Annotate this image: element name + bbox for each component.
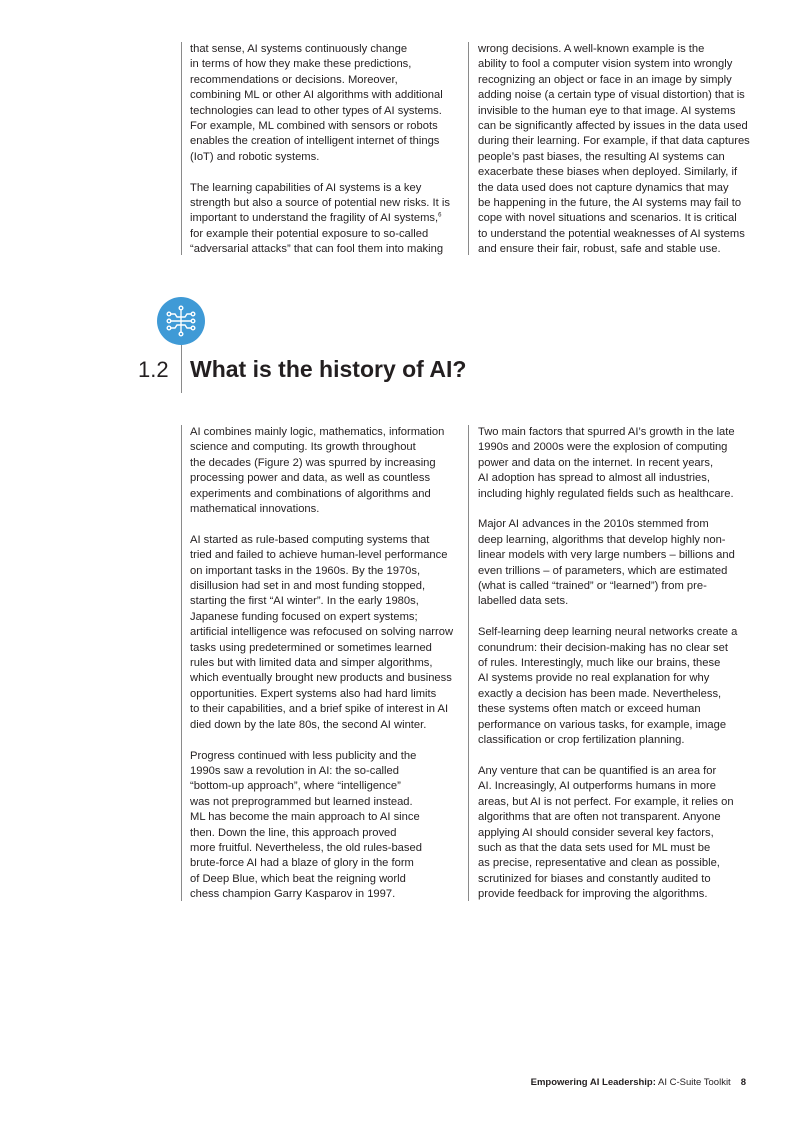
text-line: starting the first “AI winter”. In the early 1980s,	[190, 595, 419, 608]
text-line: power and data on the internet. In recent years,	[478, 456, 714, 469]
text-line: technologies can lead to other types of AI systems.	[190, 104, 442, 117]
text-line: Any venture that can be quantified is an area for	[478, 764, 717, 777]
text-line: algorithms that are often not transparent. Anyone	[478, 811, 721, 824]
text-line: can be significantly affected by issues in the data used	[478, 120, 748, 133]
text-line: AI systems provide no real explanation for why	[478, 672, 710, 685]
text-line: exactly a decision has been made. Nevertheless,	[478, 687, 722, 700]
text-line: conundrum: their decision-making has no clear set	[478, 641, 728, 654]
text-line: (IoT) and robotic systems.	[190, 150, 320, 163]
text-line: Major AI advances in the 2010s stemmed from	[478, 518, 709, 531]
section-title: What is the history of AI?	[190, 356, 467, 382]
text-line: invisible to the human eye to that image. AI systems	[478, 104, 736, 117]
text-line: AI. Increasingly, AI outperforms humans in more	[478, 780, 716, 793]
text-line: Two main factors that spurred AI’s growth in the late	[478, 426, 735, 438]
paragraph	[478, 42, 750, 258]
text-line: to understand the potential weaknesses of AI systems	[478, 227, 745, 240]
text-line: ability to fool a computer vision system into wrongly	[478, 58, 733, 71]
text-line: more fruitful. Nevertheless, the old rules-based	[190, 841, 422, 854]
circuit-network-icon	[157, 297, 205, 345]
text-line: that sense, AI systems continuously change	[190, 43, 408, 55]
text-line: cope with novel situations and scenarios. It is critical	[478, 212, 737, 225]
top-right-text-column	[478, 42, 750, 258]
text-line: these systems often match or exceed human	[478, 703, 701, 716]
footer-title-bold: Empowering AI Leadership:	[530, 1077, 656, 1088]
text-line: combining ML or other AI algorithms with additional	[190, 89, 443, 102]
text-line: science and computing. Its growth throughout	[190, 441, 416, 454]
text-line: experiments and combinations of algorithms and	[190, 487, 431, 500]
text-line: labelled data sets.	[478, 595, 569, 608]
text-line: linear models with very large numbers – billions and	[478, 549, 735, 562]
text-line: adding noise (a certain type of visual distortion) that is	[478, 89, 745, 102]
text-line: rules but with limited data and simper algorithms,	[190, 657, 433, 670]
text-line: AI combines mainly logic, mathematics, information	[190, 426, 445, 438]
text-line: brute-force AI had a blaze of glory in the form	[190, 857, 414, 870]
text-line: disillusion had set in and most funding stopped,	[190, 580, 426, 593]
text-line: 1990s saw a revolution in AI: the so-called	[190, 764, 399, 777]
page-number: 8	[740, 1077, 746, 1088]
text-line: to their capabilities, and a brief spike of interest in AI	[190, 703, 449, 716]
text-line: deep learning, algorithms that develop highly non-	[478, 533, 726, 546]
text-line: ML has become the main approach to AI since	[190, 811, 420, 824]
text-line: (what is called “trained” or “learned”) from pre-	[478, 580, 707, 593]
paragraph	[190, 533, 458, 733]
body-left-column-rule	[181, 425, 182, 901]
text-line: artificial intelligence was refocused on solving narrow	[190, 626, 454, 639]
text-line: performance on various tasks, for example, image	[478, 718, 727, 731]
text-line: chess champion Garry Kasparov in 1997.	[190, 888, 396, 901]
text-line: then. Down the line, this approach proved	[190, 826, 397, 839]
section-number: 1.2	[138, 357, 169, 382]
paragraph	[478, 517, 750, 609]
text-line: even trillions – of parameters, which are estimated	[478, 564, 728, 577]
text-line: exacerbate these biases when deployed. Similarly, if	[478, 166, 738, 179]
text-line: strength but also a source of potential new risks. It is	[190, 197, 450, 210]
text-line: such as that the data sets used for ML must be	[478, 841, 711, 854]
top-left-text-column	[190, 42, 458, 258]
text-line: recognizing an object or face in an image by simply	[478, 73, 732, 86]
text-line: recommendations or decisions. Moreover,	[190, 73, 398, 86]
text-line: Japanese funding focused on expert systems;	[190, 610, 418, 623]
text-line: the decades (Figure 2) was spurred by increasing	[190, 456, 436, 469]
text-line: tasks using predetermined or sometimes learned	[190, 641, 432, 654]
paragraph	[478, 625, 750, 748]
text-line: died down by the late 80s, the second AI winter.	[190, 718, 427, 731]
text-line: For example, ML combined with sensors or robots	[190, 120, 438, 133]
text-line: for example their potential exposure to so-called	[190, 227, 429, 240]
paragraph	[478, 425, 750, 502]
page-footer	[531, 1077, 746, 1088]
text-line: people’s past biases, the resulting AI systems can	[478, 150, 725, 163]
text-line: important to understand the fragility of AI systems,$^6$	[190, 212, 442, 225]
text-line: during their learning. For example, if that data captures	[478, 135, 750, 148]
text-line: “adversarial attacks” that can fool them into making	[190, 243, 444, 256]
top-left-column-rule	[181, 42, 182, 255]
text-line: of rules. Interestingly, much like our brains, these	[478, 657, 721, 670]
footnote-reference[interactable]: 6	[438, 212, 442, 219]
text-line: opportunities. Expert systems also had hard limits	[190, 687, 437, 700]
paragraph	[478, 764, 750, 903]
text-line: as precise, representative and clean as possible,	[478, 857, 720, 870]
text-line: wrong decisions. A well-known example is the	[478, 43, 705, 55]
text-line: The learning capabilities of AI systems is a key	[190, 181, 422, 194]
text-line: classification or crop fertilization planning.	[478, 734, 685, 747]
text-line: areas, but AI is not perfect. For example, it relies on	[478, 795, 734, 808]
section-heading-rule	[181, 345, 182, 393]
text-line: applying AI should consider several key factors,	[478, 826, 714, 839]
text-line: scrutinized for biases and constantly audited to	[478, 872, 711, 885]
text-line: which eventually brought new products and business	[190, 672, 452, 685]
body-left-text-column	[190, 425, 458, 903]
body-right-column-rule	[468, 425, 469, 901]
text-line: enables the creation of intelligent internet of things	[190, 135, 440, 148]
text-line: mathematical innovations.	[190, 503, 320, 516]
footer-title-rest: AI C-Suite Toolkit	[655, 1077, 731, 1088]
text-line: Self-learning deep learning neural networks create a	[478, 626, 738, 639]
paragraph	[190, 42, 458, 165]
top-right-column-rule	[468, 42, 469, 255]
text-line: Progress continued with less publicity and the	[190, 749, 417, 762]
text-line: AI adoption has spread to almost all industries,	[478, 472, 710, 485]
paragraph	[190, 181, 458, 258]
text-line: including highly regulated fields such as healthcare.	[478, 487, 734, 500]
text-line: of Deep Blue, which beat the reigning world	[190, 872, 406, 885]
text-line: in terms of how they make these predictions,	[190, 58, 412, 71]
text-line: was not preprogrammed but learned instead.	[190, 795, 413, 808]
text-line: 1990s and 2000s were the explosion of computing	[478, 441, 728, 454]
text-line: provide feedback for improving the algorithms.	[478, 888, 708, 901]
text-line: be happening in the future, the AI systems may fail to	[478, 197, 742, 210]
text-line: AI started as rule-based computing systems that	[190, 533, 430, 546]
text-line: on important tasks in the 1960s. By the 1970s,	[190, 564, 421, 577]
body-right-text-column	[478, 425, 750, 903]
paragraph	[190, 425, 458, 517]
text-line: “bottom-up approach”, where “intelligence”	[190, 780, 401, 793]
paragraph	[190, 749, 458, 903]
text-line: processing power and data, as well as countless	[190, 472, 431, 485]
text-line: tried and failed to achieve human-level performance	[190, 549, 448, 562]
text-line: the data used does not capture dynamics that may	[478, 181, 729, 194]
text-line: and ensure their fair, robust, safe and stable use.	[478, 243, 721, 256]
